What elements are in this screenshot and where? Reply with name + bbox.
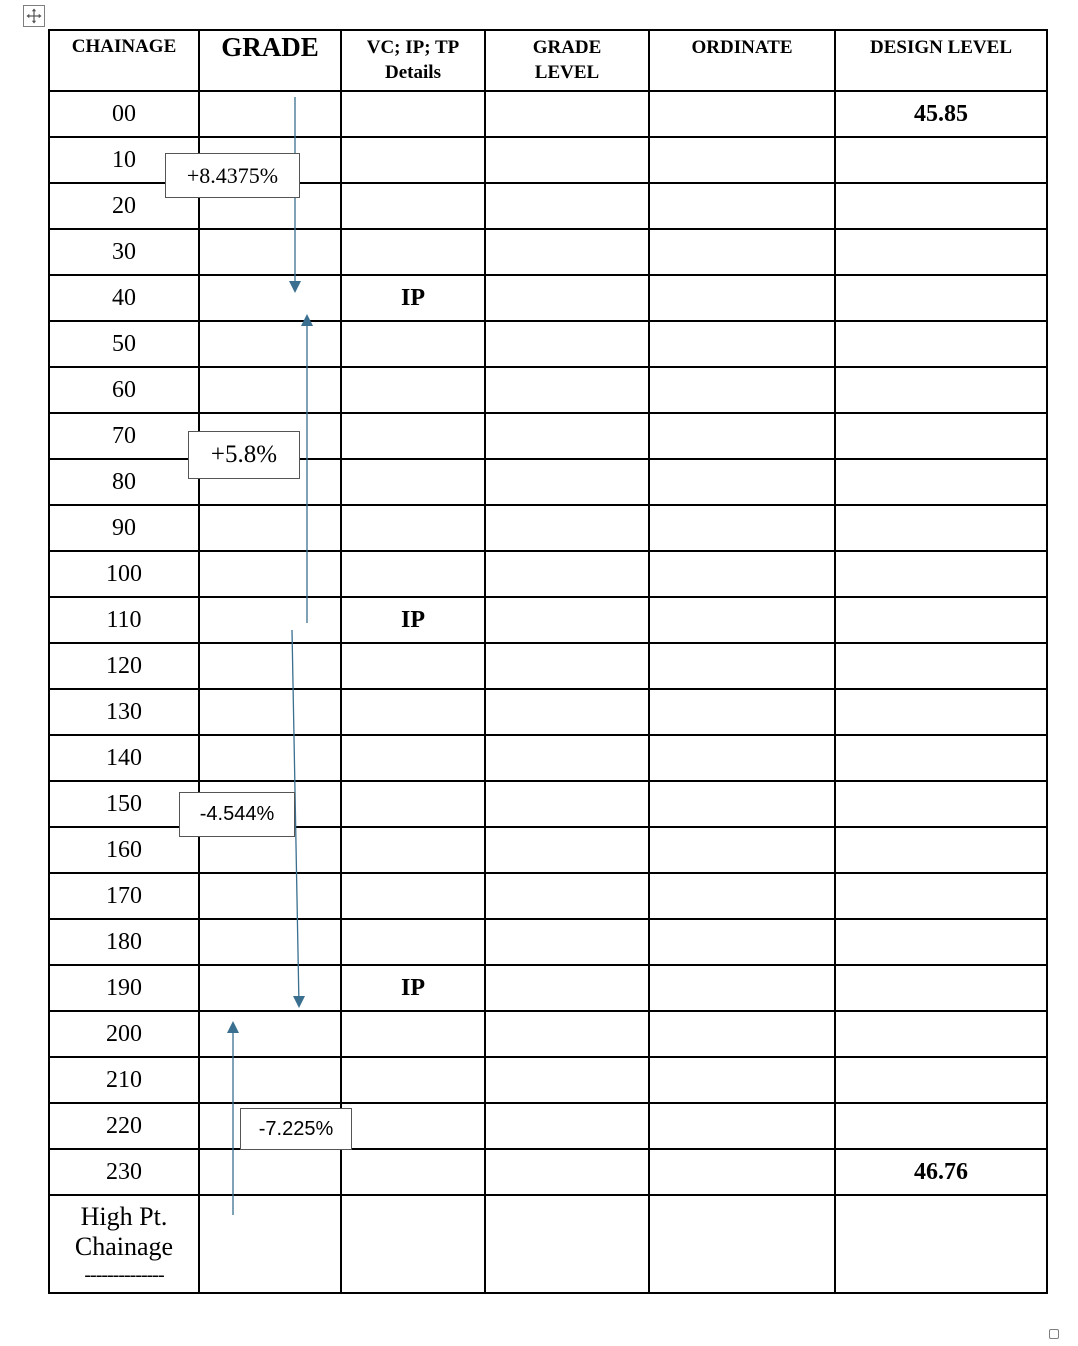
ordinate-cell	[649, 643, 835, 689]
grade-cell	[199, 505, 341, 551]
design-level-cell	[835, 183, 1047, 229]
grade-cell	[199, 275, 341, 321]
detail-cell	[341, 413, 485, 459]
grade-level-cell	[485, 367, 649, 413]
chainage-cell: 220	[49, 1103, 199, 1149]
grade-level-cell	[485, 643, 649, 689]
grade-cell	[199, 597, 341, 643]
detail-cell: IP	[341, 597, 485, 643]
detail-cell	[341, 643, 485, 689]
ordinate-cell	[649, 137, 835, 183]
chainage-cell: 10	[49, 137, 199, 183]
header-vc-ip-tp	[341, 30, 485, 91]
table-row	[49, 551, 1047, 597]
ordinate-cell	[649, 1011, 835, 1057]
design-level-cell	[835, 367, 1047, 413]
grade-level-cell	[485, 873, 649, 919]
design-level-cell	[835, 781, 1047, 827]
ordinate-cell	[649, 735, 835, 781]
detail-cell	[341, 91, 485, 137]
design-level-cell	[835, 413, 1047, 459]
design-level-cell	[835, 137, 1047, 183]
table-row	[49, 1011, 1047, 1057]
detail-cell	[341, 873, 485, 919]
grade-level-cell	[485, 781, 649, 827]
ordinate-cell	[649, 275, 835, 321]
design-level-cell	[835, 321, 1047, 367]
ordinate-cell	[649, 183, 835, 229]
chainage-cell: 90	[49, 505, 199, 551]
table-row	[49, 229, 1047, 275]
ordinate-cell	[649, 1103, 835, 1149]
design-level-cell	[835, 965, 1047, 1011]
header-ordinate	[649, 30, 835, 91]
design-level-cell	[835, 275, 1047, 321]
header-design-level	[835, 30, 1047, 91]
ordinate-cell	[649, 1149, 835, 1195]
detail-cell	[341, 367, 485, 413]
chainage-cell: 60	[49, 367, 199, 413]
empty-cell	[485, 1195, 649, 1293]
table-row	[49, 1149, 1047, 1195]
table-resize-handle[interactable]	[1049, 1329, 1059, 1339]
grade-level-cell	[485, 919, 649, 965]
chainage-cell: 20	[49, 183, 199, 229]
table-row	[49, 965, 1047, 1011]
chainage-cell: 150	[49, 781, 199, 827]
ordinate-cell	[649, 689, 835, 735]
grade-level-cell	[485, 551, 649, 597]
chainage-cell: 70	[49, 413, 199, 459]
chainage-cell: 120	[49, 643, 199, 689]
design-level-cell	[835, 1057, 1047, 1103]
ordinate-cell	[649, 321, 835, 367]
grade-level-cell	[485, 91, 649, 137]
grade-cell	[199, 551, 341, 597]
table-row	[49, 689, 1047, 735]
ordinate-cell	[649, 459, 835, 505]
high-point-label-line1: High Pt.	[80, 1202, 168, 1231]
design-level-cell	[835, 643, 1047, 689]
chainage-cell: 200	[49, 1011, 199, 1057]
chainage-cell: 230	[49, 1149, 199, 1195]
chainage-cell: 130	[49, 689, 199, 735]
detail-cell	[341, 827, 485, 873]
ordinate-cell	[649, 965, 835, 1011]
detail-cell	[341, 459, 485, 505]
design-level-cell	[835, 597, 1047, 643]
grade-level-cell	[485, 413, 649, 459]
grade-level-cell	[485, 1149, 649, 1195]
detail-cell	[341, 1011, 485, 1057]
table-row	[49, 735, 1047, 781]
chainage-cell: 100	[49, 551, 199, 597]
detail-cell	[341, 735, 485, 781]
grade-level-cell	[485, 1103, 649, 1149]
grade-level-cell	[485, 137, 649, 183]
design-level-cell	[835, 505, 1047, 551]
grade-cell	[199, 965, 341, 1011]
detail-cell	[341, 919, 485, 965]
table-row	[49, 873, 1047, 919]
detail-cell	[341, 689, 485, 735]
grade-cell	[199, 689, 341, 735]
ordinate-cell	[649, 919, 835, 965]
design-level-cell	[835, 735, 1047, 781]
detail-cell	[341, 229, 485, 275]
ordinate-cell	[649, 551, 835, 597]
detail-cell	[341, 781, 485, 827]
table-row	[49, 321, 1047, 367]
header-chainage-label: CHAINAGE	[71, 36, 177, 57]
grade-label-box: +8.4375%	[165, 153, 300, 198]
design-level-cell	[835, 229, 1047, 275]
vertical-curve-design-table	[48, 29, 1048, 1294]
table-row	[49, 919, 1047, 965]
design-level-cell	[835, 827, 1047, 873]
header-chainage	[49, 30, 199, 91]
move-arrows-icon	[26, 8, 42, 24]
design-level-cell: 45.85	[835, 91, 1047, 137]
empty-cell	[199, 1195, 341, 1293]
chainage-cell: 140	[49, 735, 199, 781]
grade-cell	[199, 735, 341, 781]
high-point-chainage-cell	[49, 1195, 199, 1293]
ordinate-cell	[649, 873, 835, 919]
detail-cell	[341, 505, 485, 551]
header-vc-ip-tp-line2: Details	[385, 62, 441, 83]
table-row	[49, 91, 1047, 137]
chainage-cell: 40	[49, 275, 199, 321]
ordinate-cell	[649, 367, 835, 413]
detail-cell	[341, 183, 485, 229]
header-ordinate-label: ORDINATE	[691, 37, 793, 58]
grade-cell	[199, 229, 341, 275]
chainage-cell: 80	[49, 459, 199, 505]
grade-level-cell	[485, 1011, 649, 1057]
table-row	[49, 1057, 1047, 1103]
high-point-label-line2: Chainage	[74, 1232, 174, 1261]
grade-level-cell	[485, 459, 649, 505]
grade-label-box: +5.8%	[188, 431, 300, 479]
grade-level-cell	[485, 1057, 649, 1103]
grade-level-cell	[485, 229, 649, 275]
chainage-cell: 210	[49, 1057, 199, 1103]
table-row	[49, 367, 1047, 413]
ordinate-cell	[649, 229, 835, 275]
table-row	[49, 643, 1047, 689]
grade-cell	[199, 367, 341, 413]
grade-cell	[199, 643, 341, 689]
design-level-cell	[835, 689, 1047, 735]
ordinate-cell	[649, 781, 835, 827]
detail-cell	[341, 1149, 485, 1195]
header-vc-ip-tp-line1: VC; IP; TP	[366, 37, 460, 58]
detail-cell: IP	[341, 965, 485, 1011]
ordinate-cell	[649, 1057, 835, 1103]
grade-cell	[199, 91, 341, 137]
grade-level-cell	[485, 827, 649, 873]
ordinate-cell	[649, 505, 835, 551]
grade-level-cell	[485, 505, 649, 551]
grade-cell	[199, 873, 341, 919]
table-row	[49, 505, 1047, 551]
chainage-cell: 160	[49, 827, 199, 873]
grade-cell	[199, 321, 341, 367]
chainage-cell: 50	[49, 321, 199, 367]
chainage-cell: 170	[49, 873, 199, 919]
ordinate-cell	[649, 597, 835, 643]
chainage-cell: 00	[49, 91, 199, 137]
design-level-cell: 46.76	[835, 1149, 1047, 1195]
chainage-cell: 180	[49, 919, 199, 965]
design-level-cell	[835, 919, 1047, 965]
grade-level-cell	[485, 321, 649, 367]
grade-cell	[199, 1149, 341, 1195]
table-row	[49, 597, 1047, 643]
header-grade-level	[485, 30, 649, 91]
detail-cell	[341, 551, 485, 597]
ordinate-cell	[649, 91, 835, 137]
ordinate-cell	[649, 827, 835, 873]
grade-cell	[199, 1011, 341, 1057]
grade-level-cell	[485, 965, 649, 1011]
table-move-handle[interactable]	[23, 5, 45, 27]
design-level-cell	[835, 1103, 1047, 1149]
table-row	[49, 275, 1047, 321]
header-design-level-label: DESIGN LEVEL	[869, 37, 1013, 58]
header-grade-level-line2: LEVEL	[534, 62, 600, 83]
empty-cell	[649, 1195, 835, 1293]
detail-cell	[341, 1057, 485, 1103]
table-row	[49, 1103, 1047, 1149]
header-grade-label: GRADE	[221, 32, 319, 62]
design-level-cell	[835, 459, 1047, 505]
high-point-value: --------------	[84, 1264, 164, 1286]
header-grade	[199, 30, 341, 91]
design-level-cell	[835, 1011, 1047, 1057]
grade-label-box: -7.225%	[240, 1108, 352, 1150]
header-grade-level-line1: GRADE	[532, 37, 602, 58]
grade-level-cell	[485, 275, 649, 321]
empty-cell	[835, 1195, 1047, 1293]
detail-cell	[341, 137, 485, 183]
chainage-cell: 30	[49, 229, 199, 275]
grade-level-cell	[485, 597, 649, 643]
grade-label-box: -4.544%	[179, 792, 295, 837]
detail-cell	[341, 1103, 485, 1149]
high-point-row	[49, 1195, 1047, 1293]
detail-cell: IP	[341, 275, 485, 321]
grade-level-cell	[485, 735, 649, 781]
grade-level-cell	[485, 689, 649, 735]
design-level-cell	[835, 551, 1047, 597]
empty-cell	[341, 1195, 485, 1293]
grade-cell	[199, 919, 341, 965]
design-level-cell	[835, 873, 1047, 919]
ordinate-cell	[649, 413, 835, 459]
header-row	[49, 30, 1047, 91]
chainage-cell: 190	[49, 965, 199, 1011]
detail-cell	[341, 321, 485, 367]
grade-cell	[199, 1057, 341, 1103]
chainage-cell: 110	[49, 597, 199, 643]
grade-level-cell	[485, 183, 649, 229]
